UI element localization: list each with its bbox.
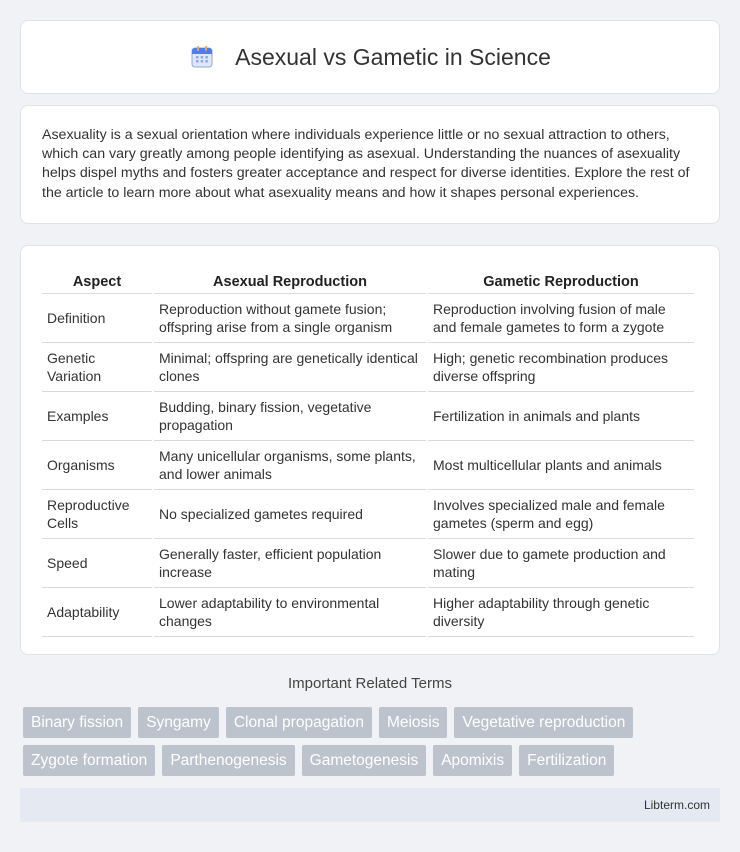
header-card — [20, 20, 720, 94]
row-asexual: Generally faster, efficient population increase — [154, 539, 426, 588]
row-aspect: Genetic Variation — [42, 343, 152, 392]
row-aspect: Speed — [42, 539, 152, 588]
related-term-tag[interactable]: Fertilization — [519, 745, 614, 776]
related-term-tag[interactable]: Apomixis — [433, 745, 512, 776]
table-row — [42, 588, 694, 637]
table-row — [42, 392, 694, 441]
table-row — [42, 490, 694, 539]
related-term-tag[interactable]: Zygote formation — [23, 745, 155, 776]
related-term-tag[interactable]: Syngamy — [138, 707, 219, 738]
row-aspect: Definition — [42, 294, 152, 343]
row-asexual: No specialized gametes required — [154, 490, 426, 539]
comparison-card — [20, 245, 720, 655]
table-row — [42, 294, 694, 343]
intro-text: Asexuality is a sexual orientation where individuals experience little or no sexual attraction to others, which can vary greatly among people identifying as asexual. Understanding the nuances of asexuality helps dispel myths and fosters greater acceptance and respect for diverse identities. Explore the rest of the article to learn more about what asexuality means and how it shapes personal experiences. — [42, 127, 690, 201]
row-asexual: Many unicellular organisms, some plants, and lower animals — [154, 441, 426, 490]
row-aspect: Adaptability — [42, 588, 152, 637]
intro-card — [20, 105, 720, 224]
row-aspect: Reproductive Cells — [42, 490, 152, 539]
related-term-tag[interactable]: Clonal propagation — [226, 707, 372, 738]
related-terms-title: Important Related Terms — [288, 675, 452, 692]
related-term-tag[interactable]: Parthenogenesis — [162, 745, 294, 776]
related-term-tag[interactable]: Binary fission — [23, 707, 131, 738]
row-asexual: Reproduction without gamete fusion; offspring arise from a single organism — [154, 294, 426, 343]
row-gametic: Fertilization in animals and plants — [428, 392, 694, 441]
column-header-gametic: Gametic Reproduction — [428, 266, 694, 294]
row-gametic: Slower due to gamete production and mating — [428, 539, 694, 588]
related-term-tag[interactable]: Gametogenesis — [302, 745, 427, 776]
comparison-table — [40, 266, 696, 637]
table-row — [42, 539, 694, 588]
page-title: Asexual vs Gametic in Science — [235, 43, 551, 70]
table-header-row — [42, 266, 694, 294]
row-gametic: Involves specialized male and female gametes (sperm and egg) — [428, 490, 694, 539]
column-header-aspect: Aspect — [42, 266, 152, 294]
related-terms-list — [23, 707, 723, 776]
related-term-tag[interactable]: Vegetative reproduction — [454, 707, 633, 738]
table-row — [42, 441, 694, 490]
row-asexual: Budding, binary fission, vegetative propagation — [154, 392, 426, 441]
row-aspect: Organisms — [42, 441, 152, 490]
row-gametic: Higher adaptability through genetic diversity — [428, 588, 694, 637]
calendar-icon — [189, 44, 215, 70]
row-asexual: Minimal; offspring are genetically identical clones — [154, 343, 426, 392]
table-row — [42, 343, 694, 392]
footer-brand[interactable]: Libterm.com — [643, 798, 710, 812]
row-asexual: Lower adaptability to environmental changes — [154, 588, 426, 637]
column-header-asexual: Asexual Reproduction — [154, 266, 426, 294]
row-aspect: Examples — [42, 392, 152, 441]
row-gametic: Most multicellular plants and animals — [428, 441, 694, 490]
footer-bar — [20, 788, 720, 822]
row-gametic: Reproduction involving fusion of male and female gametes to form a zygote — [428, 294, 694, 343]
row-gametic: High; genetic recombination produces diverse offspring — [428, 343, 694, 392]
related-term-tag[interactable]: Meiosis — [379, 707, 448, 738]
